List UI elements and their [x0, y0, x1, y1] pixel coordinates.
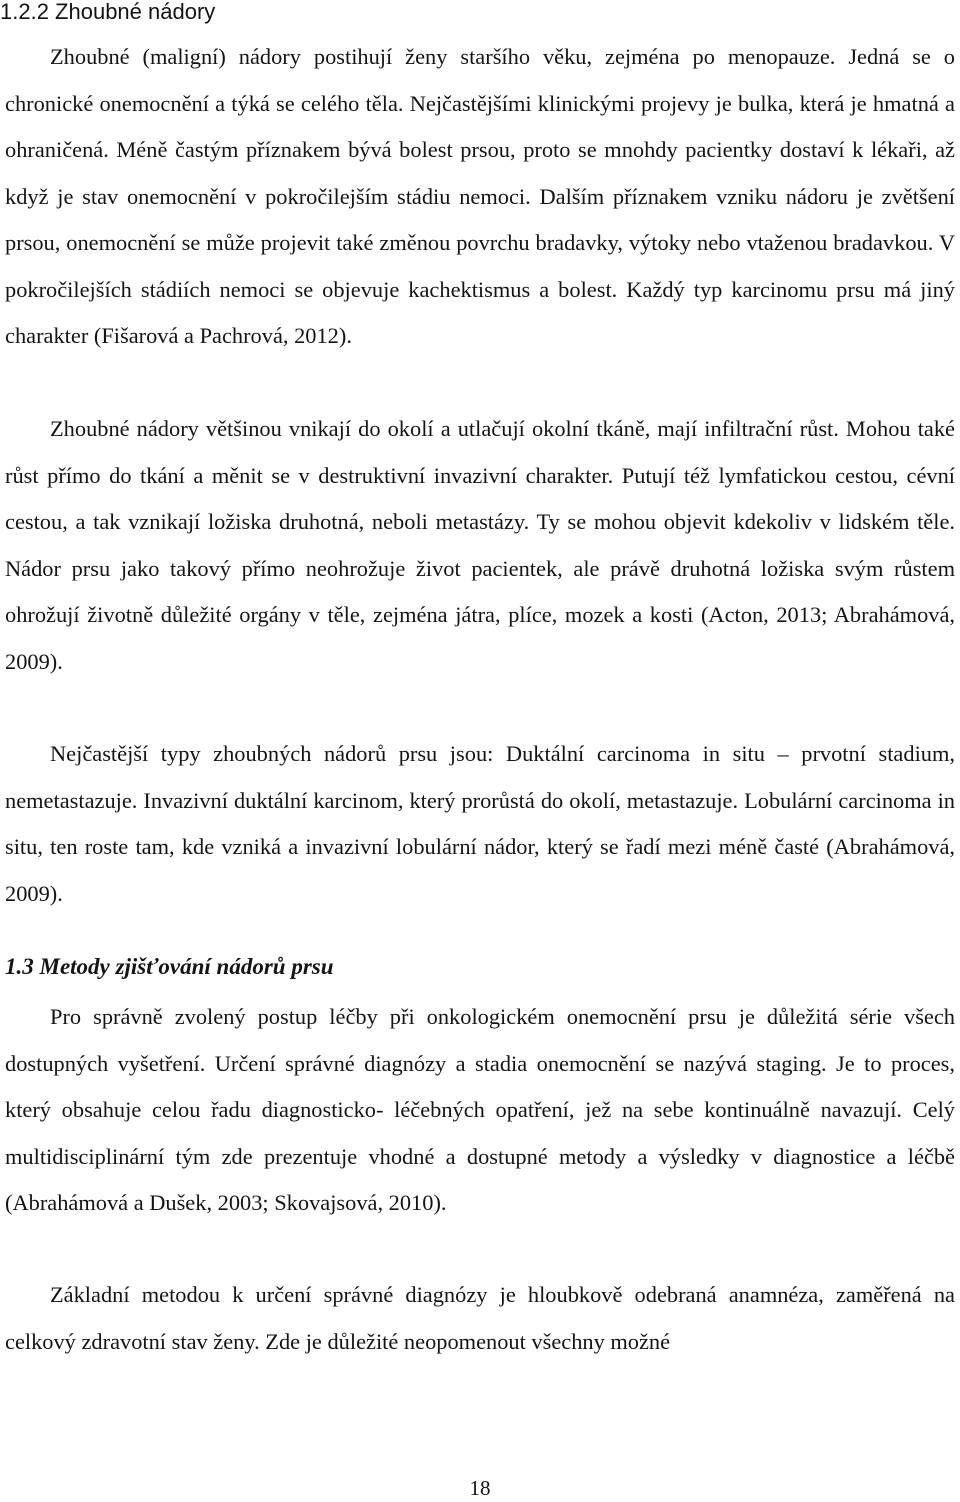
subsection-heading: 1.3 Metody zjišťování nádorů prsu — [5, 954, 334, 979]
paragraph-diagnostics: Pro správně zvolený postup léčby při onkologickém onemocnění prsu je důležitá série všech dostupných vyšetření. Určení správné diagnózy a stadia onemocnění se nazývá staging. Je to proces, který obsahuje celou řadu diagnosticko- léčebných opatření, jež na sebe kontinuálně navazují. Celý multidisciplinární tým zde prezentuje vhodné a dostupné metody a výsledky v diagnostice a léčbě (Abrahámová a Dušek, 2003; Skovajsová, 2010). — [5, 1004, 955, 1215]
paragraph-tumor-types: Nejčastější typy zhoubných nádorů prsu jsou: Duktální carcinoma in situ – prvotní stadium, nemetastazuje. Invazivní duktální karcinom, který prorůstá do okolí, metastazuje. Lobulární carcinoma in situ, ten roste tam, kde vzniká a invazivní lobulární nádor, který se řadí mezi méně časté (Abrahámová, 2009). — [5, 741, 955, 906]
paragraph-growth-metastasis: Zhoubné nádory většinou vnikají do okolí a utlačují okolní tkáně, mají infiltrační růst. Mohou také růst přímo do tkání a měnit se v destruktivní invazivní charakter. Putují též lymfatickou cestou, cévní cestou, a tak vznikají ložiska druhotná, neboli metastázy. Ty se mohou objevit kdekoliv v lidském těle. Nádor prsu jako takový přímo neohrožuje život pacientek, ale právě druhotná ložiska svým růstem ohrožují životně důležité orgány v těle, zejména játra, plíce, mozek a kosti (Acton, 2013; Abrahámová, 2009). — [5, 416, 955, 674]
page-number: 18 — [469, 1476, 491, 1500]
paragraph-malignant-tumors: Zhoubné (maligní) nádory postihují ženy staršího věku, zejména po menopauze. Jedná se o chronické onemocnění a týká se celého těla. Nejčastějšími klinickými projevy je bulka, která je hmatná a ohraničená. Méně častým příznakem bývá bolest prsou, proto se mnohdy pacientky dostaví k lékaři, až když je stav onemocnění v pokročilejším stádiu nemoci. Dalším příznakem vzniku nádoru je zvětšení prsou, onemocnění se může projevit také změnou povrchu bradavky, výtoky nebo vtaženou bradavkou. V pokročilejších stádiích nemoci se objevuje kachektismus a bolest. Každý typ karcinomu prsu má jiný charakter (Fišarová a Pachrová, 2012). — [5, 44, 955, 348]
section-heading: 1.2.2 Zhoubné nádory — [0, 0, 216, 24]
paragraph-anamnesis: Základní metodou k určení správné diagnózy je hloubkově odebraná anamnéza, zaměřená na celkový zdravotní stav ženy. Zde je důležité neopomenout všechny možné — [5, 1282, 955, 1354]
